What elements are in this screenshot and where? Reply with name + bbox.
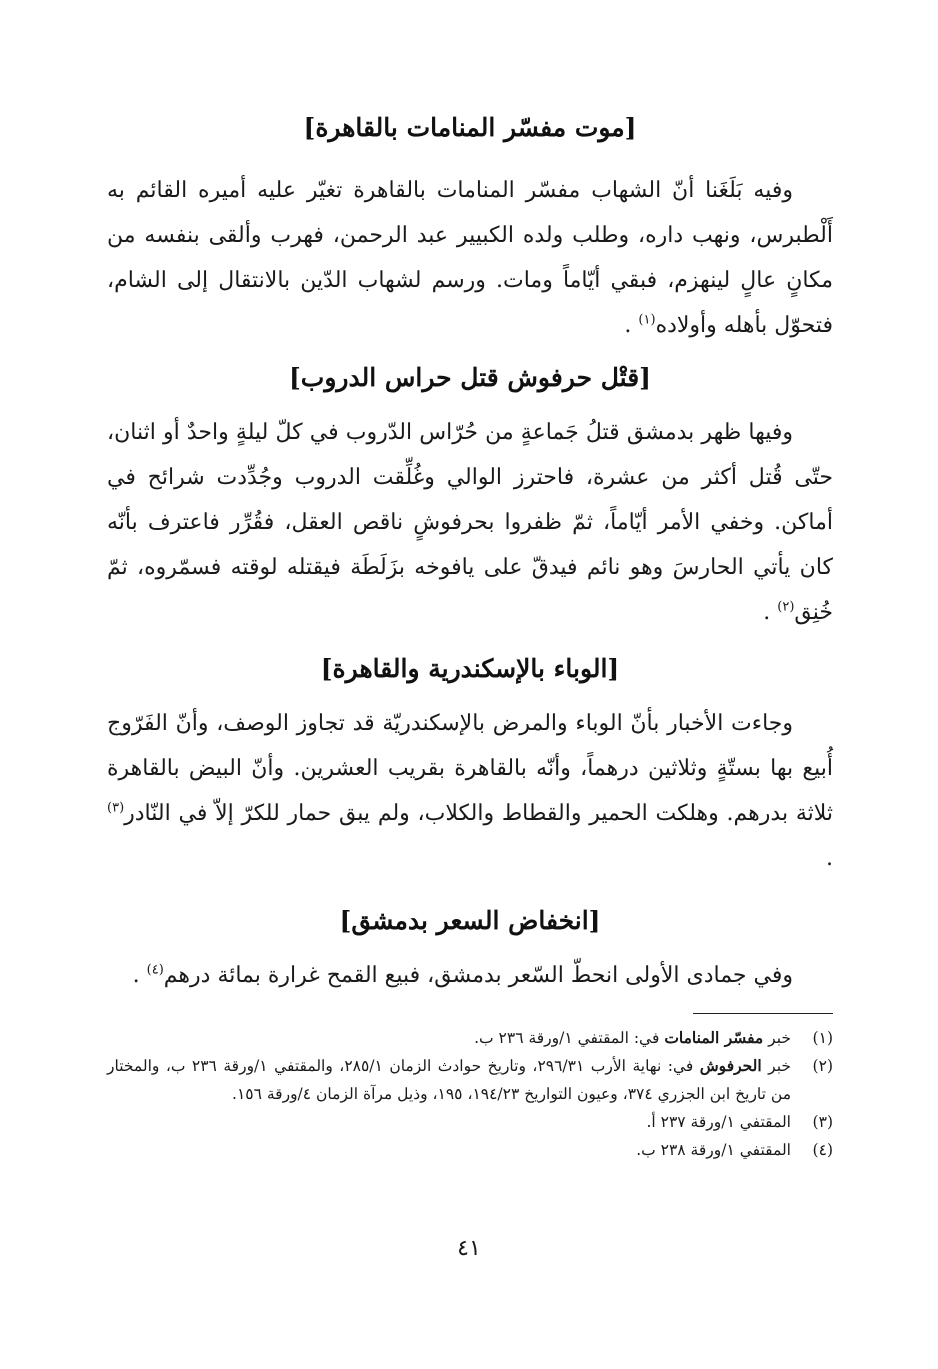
section-heading: [موت مفسّر المنامات بالقاهرة]: [303, 113, 637, 142]
footnote-item: [107, 1136, 833, 1164]
footnote-ref: (٢): [777, 599, 795, 615]
main-text: [107, 108, 833, 998]
footnote-ref: (١): [638, 312, 656, 328]
section-paragraph: وفيها ظهر بدمشق قتلُ جَماعةٍ من حُرّاس الدّروب في كلّ ليلةٍ واحدٌ أو اثنان، حتّى قُتل أكثر من عشرة، فاحترز الوالي وغُلِّقت الدروب وجُدِّدت شرائح في أماكن. وخفي الأمر أيّاماً، ثمّ ظفروا بحرفوشٍ ناقص العقل، فقُرِّر فاعترف بأنّه كان يأتي الحارسَ وهو نائم فيدقّ على يافوخه بزَلَطَة فيقتله لوقته فسمّروه، ثمّ خُنِق$^{(٢)}$ .: [107, 420, 833, 625]
footnote-number: (٣): [812, 1113, 833, 1131]
footnote-text: خبر الحرفوش في: نهاية الأرب ٢٩٦/٣١، وتاريخ حوادث الزمان ٢٨٥/١، والمقتفي ١/ورقة ٢٣٦ ب، والمختار من تاريخ ابن الجزري ٣٧٤، وعيون التواريخ ١٩٤/٢٣، ١٩٥، وذيل مرآة الزمان ٤/ورقة ١٥٦.: [107, 1056, 791, 1103]
footnotes: [107, 1024, 833, 1164]
section-heading: [الوباء بالإسكندرية والقاهرة]: [320, 654, 620, 683]
section-paragraph: وفي جمادى الأولى انحطّ السّعر بدمشق، فبيع القمح غرارة بمائة درهم$^{(٤)}$ .: [132, 962, 793, 988]
section-paragraph: وجاءت الأخبار بأنّ الوباء والمرض بالإسكندريّة قد تجاوز الوصف، وأنّ الفَرّوج أُبيع بها بستّةٍ وثلاثين درهماً، وأنّه بالقاهرة بقريب العشرين. وأنّ البيض بالقاهرة ثلاثة بدرهم. وهلكت الحمير والقطاط والكلاب، ولم يبق حمار للكرّ إلاّ في النّادر$^{(٣)}$ .: [107, 711, 833, 871]
footnote-text: المقتفي ١/ورقة ٢٣٨ ب.: [636, 1141, 791, 1159]
footnote-number: (٤): [812, 1141, 833, 1159]
footnote-number: (١): [812, 1029, 833, 1047]
footnote-item: [107, 1108, 833, 1136]
footnote-text: المقتفي ١/ورقة ٢٣٧ أ.: [646, 1113, 791, 1131]
page-number: ٤١: [457, 1236, 481, 1261]
footnote-ref: (٣): [107, 800, 125, 816]
footnote-number: (٢): [812, 1057, 833, 1075]
section-heading: [انخفاض السعر بدمشق]: [339, 906, 601, 935]
section-heading: [قتْل حرفوش قتل حراس الدروب]: [288, 363, 652, 392]
footnote-item: [107, 1024, 833, 1052]
footnote-ref: (٤): [146, 962, 164, 978]
footnote-text: خبر مفسّر المنامات في: المقتفي ١/ورقة ٢٣٦ ب.: [474, 1028, 791, 1047]
section-paragraph: وفيه بَلَغَنا أنّ الشهاب مفسّر المنامات بالقاهرة تغيّر عليه أميره القائم به أَلْطبرس، ونهب داره، وطلب ولده الكبيير عبد الرحمن، فهرب وألقى بنفسه من مكانٍ عالٍ لينهزم، فبقي أيّاماً ومات. ورسم لشهاب الدّين بالانتقال إلى الشام، فتحوّل بأهله وأولاده$^{(١)}$ .: [107, 178, 833, 338]
footnote-separator: [693, 1013, 833, 1014]
footnote-item: [107, 1052, 833, 1108]
